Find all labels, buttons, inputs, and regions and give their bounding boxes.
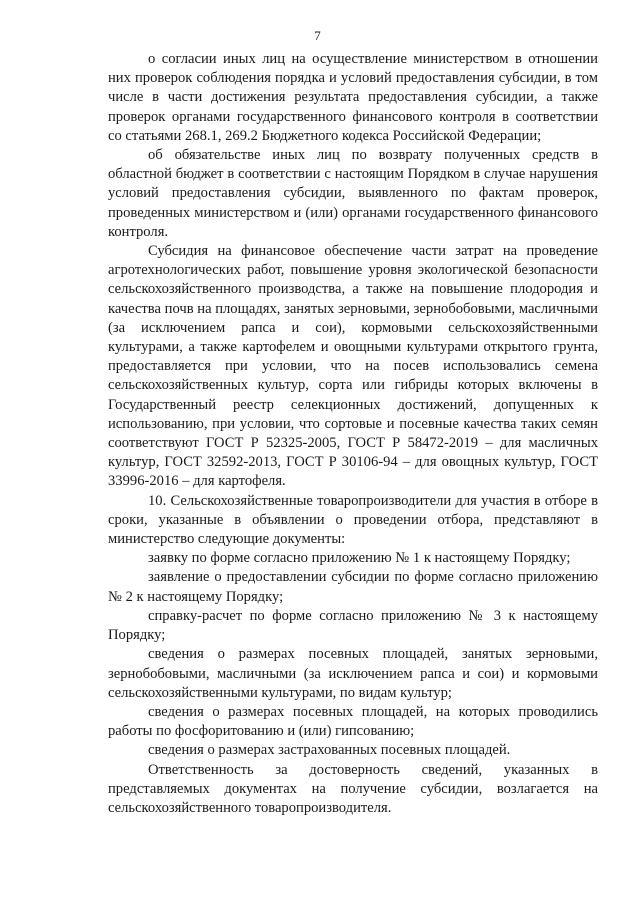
paragraph-responsibility: Ответственность за достоверность сведений, указанных в представляемых документах на получение субсидии, возлагается на сельскохозяйственного товаропроизводителя.: [108, 761, 598, 816]
paragraph-obligation-return-funds: об обязательстве иных лиц по возврату полученных средств в областной бюджет в соответствии с настоящим Порядком в случае нарушения условий предоставления субсидии, выявленного по фактам проверок, проведенных министерством и (или) органами государственного финансового контроля.: [108, 147, 598, 240]
list-item-insured-areas: сведения о размерах застрахованных посевных площадей.: [148, 742, 511, 759]
list-item-calculation: справку-расчет по форме согласно приложению № 3 к настоящему Порядку;: [108, 607, 598, 644]
page-number: 7: [314, 28, 321, 43]
paragraph-subsidy-conditions: Субсидия на финансовое обеспечение части затрат на проведение агротехнологических работ, повышение уровня экологической безопасности сельскохозяйственного производства, а также на повышение плодородия и качества почв на площадях, занятых зерновыми, зернобобовыми, масличными (за исключением рапса и сои), кормовыми сельскохозяйственными культурами, а также картофелем и овощными культурами открытого грунта, предоставляется при условии, что на посев использовались семена сельскохозяйственных культур, сорта или гибриды которых включены в Государственный реестр селекционных достижений, допущенных к использованию, при условии, что сортовые и посевные качества таких семян соответствуют ГОСТ Р 52325-2005, ГОСТ Р 58472-2019 – для масличных культур, ГОСТ 32592-2013, ГОСТ Р 30106-94 – для овощных культур, ГОСТ 33996-2016 – для картофеля.: [108, 243, 598, 490]
list-item-subsidy-request: заявление о предоставлении субсидии по форме согласно приложению № 2 к настоящему Порядку;: [108, 569, 598, 605]
list-item-phosphoriting-areas: сведения о размерах посевных площадей, на которых проводились работы по фосфоритованию и (или) гипсованию;: [108, 703, 598, 740]
paragraph-consent-to-checks: о согласии иных лиц на осуществление министерством в отношении них проверок соблюдения порядка и условий предоставления субсидии, в том числе в части достижения результата предоставления субсидии, а также проверок органами государственного финансового контроля в соответствии со статьями 268.1, 269.2 Бюджетного кодекса Российской Федерации;: [108, 51, 598, 144]
document-body: [108, 50, 598, 818]
list-item-application: заявку по форме согласно приложению № 1 к настоящему Порядку;: [148, 550, 571, 567]
paragraph-item-10-documents: 10. Сельскохозяйственные товаропроизводители для участия в отборе в сроки, указанные в объявлении о проведении отбора, представляют в министерство следующие документы:: [108, 492, 598, 548]
list-item-sown-areas-by-crop: сведения о размерах посевных площадей, занятых зерновыми, зернобобовыми, масличными (за исключением рапса и сои) и кормовыми сельскохозяйственными культурами, по видам культур;: [108, 646, 598, 701]
